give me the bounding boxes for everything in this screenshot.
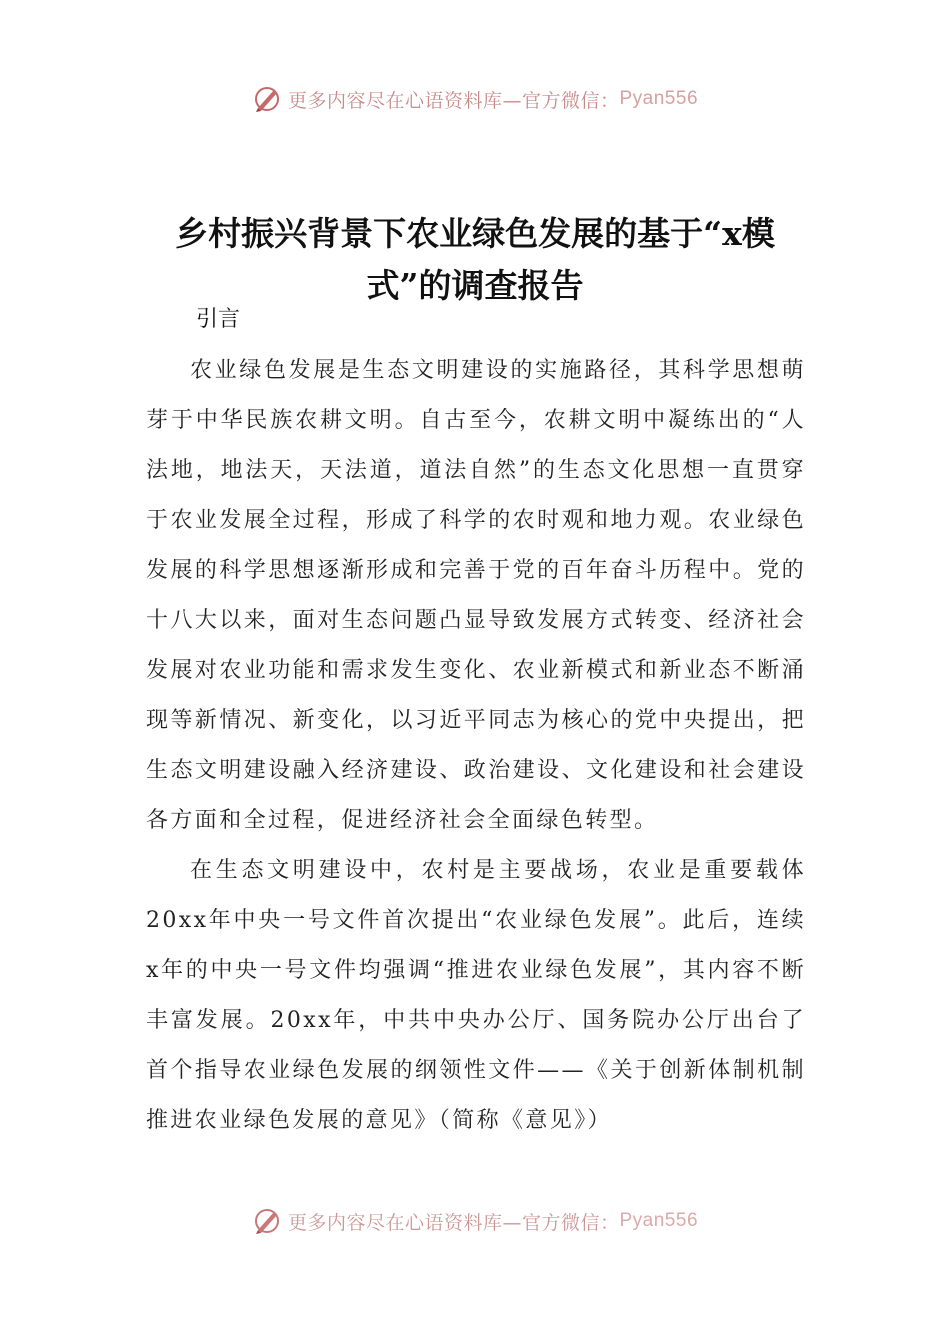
section-heading: 引言 bbox=[196, 307, 241, 332]
document-title: 乡村振兴背景下农业绿色发展的基于“x模式”的调查报告 bbox=[175, 214, 775, 306]
pen-logo-icon bbox=[252, 1206, 282, 1236]
watermark-text: 更多内容尽在心语资料库—官方微信： bbox=[287, 1211, 620, 1234]
watermark-wechat-id: Pyan556 bbox=[619, 88, 699, 109]
pen-logo-icon bbox=[252, 84, 282, 114]
watermark-footer bbox=[0, 1206, 950, 1236]
watermark-header bbox=[0, 84, 950, 114]
watermark-text: 更多内容尽在心语资料库—官方微信： bbox=[287, 89, 620, 112]
document-body bbox=[146, 346, 806, 1146]
paragraph: 农业绿色发展是生态文明建设的实施路径，其科学思想萌芽于中华民族农耕文明。自古至今，农耕文明中凝练出的“人法地，地法天，天法道，道法自然”的生态文化思想一直贯穿于农业发展全过程，形成了科学的农时观和地力观。农业绿色发展的科学思想逐渐形成和完善于党的百年奋斗历程中。党的十八大以来，面对生态问题凸显导致发展方式转变、经济社会发展对农业功能和需求发生变化、农业新模式和新业态不断涌现等新情况、新变化，以习近平同志为核心的党中央提出，把生态文明建设融入经济建设、政治建设、文化建设和社会建设各方面和全过程，促进经济社会全面绿色转型。 bbox=[146, 358, 806, 833]
watermark-wechat-id: Pyan556 bbox=[619, 1210, 699, 1231]
paragraph: 在生态文明建设中，农村是主要战场，农业是重要载体20xx年中央一号文件首次提出“农业绿色发展”。此后，连续x年的中央一号文件均强调“推进农业绿色发展”，其内容不断丰富发展。20xx年，中共中央办公厅、国务院办公厅出台了首个指导农业绿色发展的纲领性文件——《关于创新体制机制推进农业绿色发展的意见》（简称《意见》） bbox=[146, 858, 806, 1133]
